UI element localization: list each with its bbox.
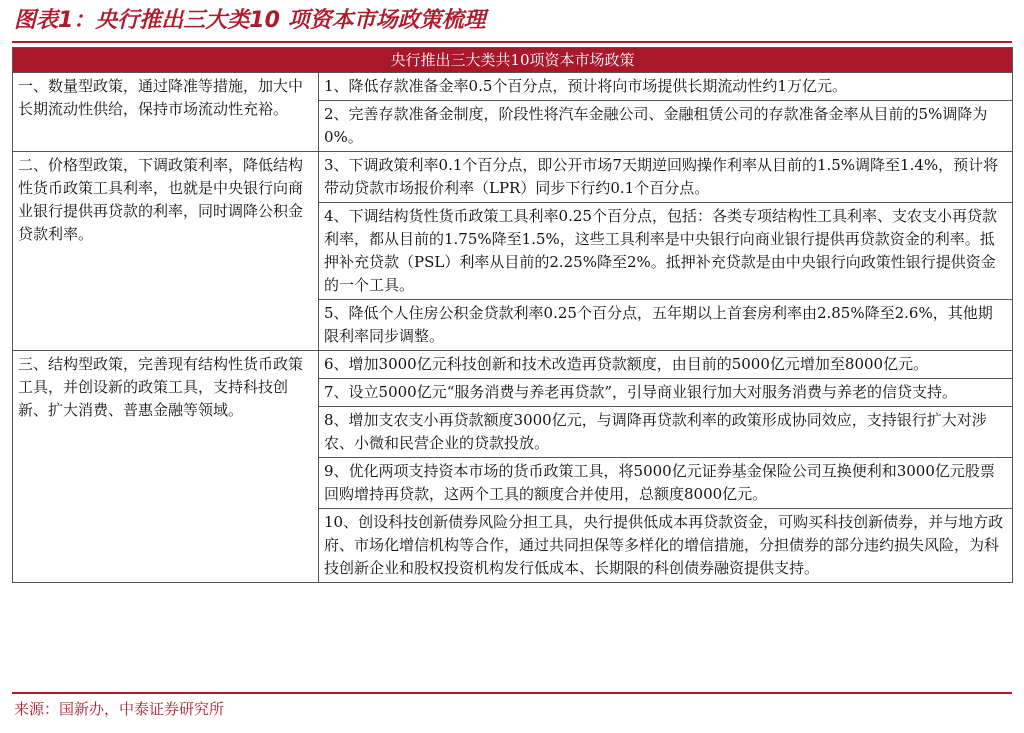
policy-item-1: 1、降低存款准备金率0.5个百分点，预计将向市场提供长期流动性约1万亿元。 bbox=[319, 73, 1013, 101]
policy-item-8: 8、增加支农支小再贷款额度3000亿元，与调降再贷款利率的政策形成协同效应，支持银行扩大对涉农、小微和民营企业的贷款投放。 bbox=[319, 407, 1013, 458]
source-note: 来源：国新办，中泰证券研究所 bbox=[14, 700, 225, 718]
title-divider bbox=[12, 41, 1012, 43]
policy-item-7: 7、设立5000亿元“服务消费与养老再贷款”，引导商业银行加大对服务消费与养老的信贷支持。 bbox=[319, 379, 1013, 407]
table-header-row bbox=[13, 48, 1013, 73]
table-row bbox=[13, 351, 1013, 379]
policy-item-6: 6、增加3000亿元科技创新和技术改造再贷款额度，由目前的5000亿元增加至8000亿元。 bbox=[319, 351, 1013, 379]
category-structural: 三、结构型政策，完善现有结构性货币政策工具，并创设新的政策工具，支持科技创新、扩大消费、普惠金融等领域。 bbox=[13, 351, 319, 583]
policy-item-5: 5、降低个人住房公积金贷款利率0.25个百分点，五年期以上首套房利率由2.85%降至2.6%，其他期限利率同步调整。 bbox=[319, 300, 1013, 351]
table-header: 央行推出三大类共10项资本市场政策 bbox=[13, 48, 1013, 73]
policy-item-3: 3、下调政策利率0.1个百分点，即公开市场7天期逆回购操作利率从目前的1.5%调降至1.4%，预计将带动贷款市场报价利率（LPR）同步下行约0.1个百分点。 bbox=[319, 152, 1013, 203]
policy-table bbox=[12, 47, 1013, 583]
category-price: 二、价格型政策，下调政策利率，降低结构性货币政策工具利率，也就是中央银行向商业银行提供再贷款的利率，同时调降公积金贷款利率。 bbox=[13, 152, 319, 351]
table-row bbox=[13, 73, 1013, 101]
figure-title: 图表1：央行推出三大类10 项资本市场政策梳理 bbox=[14, 8, 486, 33]
category-quantity: 一、数量型政策，通过降准等措施，加大中长期流动性供给，保持市场流动性充裕。 bbox=[13, 73, 319, 152]
policy-item-9: 9、优化两项支持资本市场的货币政策工具，将5000亿元证券基金保险公司互换便利和3000亿元股票回购增持再贷款，这两个工具的额度合并使用，总额度8000亿元。 bbox=[319, 458, 1013, 509]
policy-item-10: 10、创设科技创新债券风险分担工具，央行提供低成本再贷款资金，可购买科技创新债券，并与地方政府、市场化增信机构等合作，通过共同担保等多样化的增信措施，分担债券的部分违约损失风险，为科技创新企业和股权投资机构发行低成本、长期限的科创债券融资提供支持。 bbox=[319, 509, 1013, 583]
policy-item-4: 4、下调结构货性货币政策工具利率0.25个百分点，包括：各类专项结构性工具利率、支农支小再贷款利率，都从目前的1.75%降至1.5%，这些工具利率是中央银行向商业银行提供再贷款资金的利率。抵押补充贷款（PSL）利率从目前的2.25%降至2%。抵押补充贷款是由中央银行向政策性银行提供资金的一个工具。 bbox=[319, 203, 1013, 300]
footer-divider bbox=[12, 692, 1012, 694]
policy-item-2: 2、完善存款准备金制度，阶段性将汽车金融公司、金融租赁公司的存款准备金率从目前的5%调降为0%。 bbox=[319, 101, 1013, 152]
table-row bbox=[13, 152, 1013, 203]
